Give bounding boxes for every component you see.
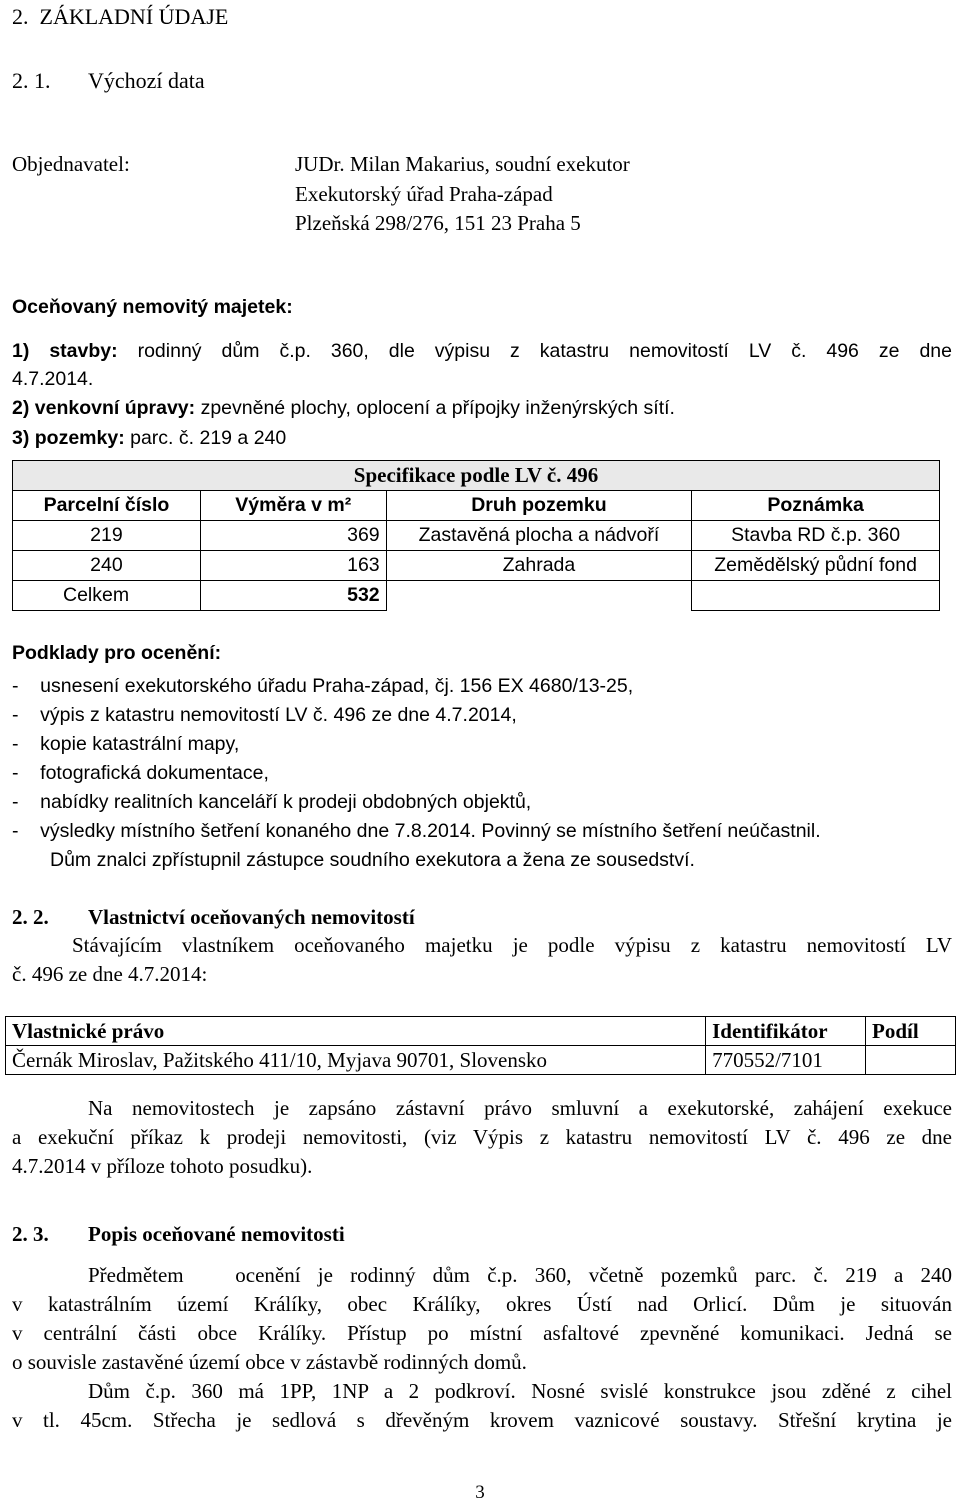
table-cell: 219 [13,521,201,551]
list-item: - kopie katastrální mapy, [12,733,240,755]
paragraph-line: Na nemovitostech je zapsáno zástavní právo smluvní a exekutorské, zahájení exekuce [88,1096,952,1120]
paragraph-line: Stávajícím vlastníkem oceňovaného majetku je podle výpisu z katastru nemovitostí LV [72,933,952,957]
table-row [13,521,940,551]
majetek-item-1-cont: 4.7.2014. [12,368,94,390]
list-item: - usnesení exekutorského úřadu Praha-západ, čj. 156 EX 4680/13-25, [12,675,634,697]
subsection-title: Výchozí data [88,68,205,93]
column-header: Parcelní číslo [13,491,201,521]
objednavatel-label: Objednavatel: [12,152,130,176]
column-header: Druh pozemku [386,491,692,521]
column-header: Vlastnické právo [6,1017,706,1046]
majetek-item-2: 2) venkovní úpravy: zpevněné plochy, oplocení a přípojky inženýrských sítí. [12,397,675,419]
table-row [13,551,940,581]
table-total-row [13,581,940,611]
paragraph-line: č. 496 ze dne 4.7.2014: [12,962,208,986]
table-cell [866,1046,956,1075]
spec-table-title-row [13,461,940,491]
subsection-number: 2. 1. [12,68,51,93]
table-cell: 770552/7101 [706,1046,866,1075]
paragraph-line: v katastrálním území Králíky, obec Králíky, okres Ústí nad Orlicí. Dům je situován [12,1292,952,1316]
table-cell: Zastavěná plocha a nádvoří [386,521,692,551]
column-header: Identifikátor [706,1017,866,1046]
table-cell: Černák Miroslav, Pažitského 411/10, Myjava 90701, Slovensko [6,1046,706,1075]
paragraph-line: v centrální části obce Králíky. Přístup po místní asfaltové zpevněné komunikaci. Jedná se [12,1321,952,1345]
spec-table [12,460,940,611]
paragraph-line: Dům č.p. 360 má 1PP, 1NP a 2 podkroví. Nosné svislé konstrukce jsou zděné z cihel [88,1379,952,1403]
owners-table [5,1016,956,1075]
column-header: Podíl [866,1017,956,1046]
podklady-label: Podklady pro ocenění: [12,642,222,664]
table-cell: Zahrada [386,551,692,581]
table-cell: 240 [13,551,201,581]
objednavatel-line: Exekutorský úřad Praha-západ [295,182,553,206]
paragraph-line: 4.7.2014 v příloze tohoto posudku). [12,1154,313,1178]
spec-table-title: Specifikace podle LV č. 496 [13,461,940,491]
majetek-item-1: 1) stavby: rodinný dům č.p. 360, dle výpisu z katastru nemovitostí LV č. 496 ze dne [12,340,952,362]
empty-cell [386,581,692,611]
section-heading: 2. ZÁKLADNÍ ÚDAJE [12,4,229,29]
table-cell: 369 [200,521,386,551]
list-item-cont: Dům znalci zpřístupnil zástupce soudního exekutora a žena ze sousedství. [50,849,695,871]
owners-header-row [6,1017,956,1046]
objednavatel-line: Plzeňská 298/276, 151 23 Praha 5 [295,211,581,235]
empty-cell [692,581,940,611]
subsection-title: Vlastnictví oceňovaných nemovitostí [88,905,415,929]
paragraph-line: a exekuční příkaz k prodeji nemovitosti, (viz Výpis z katastru nemovitostí LV č. 496 ze dne [12,1125,952,1149]
total-label: Celkem [13,581,201,611]
total-value: 532 [200,581,386,611]
paragraph-line: o souvisle zastavěné území obce v zástavbě rodinných domů. [12,1350,527,1374]
subsection-number: 2. 3. [12,1222,49,1246]
paragraph-line: v tl. 45cm. Střecha je sedlová s dřevěným krovem vaznicové soustavy. Střešní krytina je [12,1408,952,1432]
list-item: - fotografická dokumentace, [12,762,269,784]
column-header: Poznámka [692,491,940,521]
table-row [6,1046,956,1075]
list-item: - nabídky realitních kanceláří k prodeji obdobných objektů, [12,791,532,813]
majetek-item-3: 3) pozemky: parc. č. 219 a 240 [12,427,287,449]
paragraph-line: Předmětem ocenění je rodinný dům č.p. 360, včetně pozemků parc. č. 219 a 240 [88,1263,952,1287]
list-item: - výpis z katastru nemovitostí LV č. 496 ze dne 4.7.2014, [12,704,517,726]
objednavatel-line: JUDr. Milan Makarius, soudní exekutor [295,152,630,176]
page-number: 3 [475,1482,485,1503]
list-item: - výsledky místního šetření konaného dne 7.8.2014. Povinný se místního šetření neúčastnil. [12,820,821,842]
table-cell: Stavba RD č.p. 360 [692,521,940,551]
spec-table-header-row [13,491,940,521]
table-cell: 163 [200,551,386,581]
subsection-title: Popis oceňované nemovitosti [88,1222,345,1246]
majetek-label: Oceňovaný nemovitý majetek: [12,296,293,318]
subsection-number: 2. 2. [12,905,49,929]
table-cell: Zemědělský půdní fond [692,551,940,581]
column-header: Výměra v m² [200,491,386,521]
